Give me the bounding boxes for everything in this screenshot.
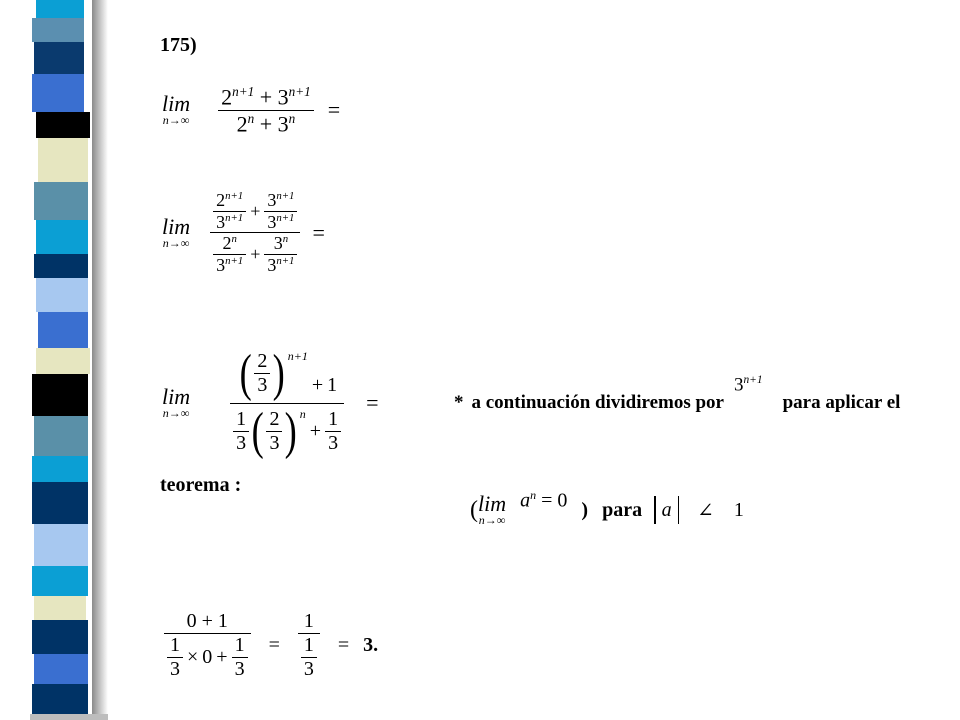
final-result: 3. — [363, 634, 379, 656]
equals-sign: = — [268, 634, 280, 656]
limit-operator: lim n→∞ — [162, 383, 191, 420]
abs-bar-left — [654, 496, 656, 524]
lim-subscript: n→∞ — [162, 113, 190, 128]
abs-a: a — [661, 498, 672, 521]
para-word: para — [602, 498, 643, 521]
stripe-bar — [32, 18, 84, 42]
note-power: $3^{n+1}$ — [733, 374, 763, 396]
stripe-bar — [32, 456, 88, 482]
stripe-bar — [32, 74, 84, 112]
stripe-bar — [32, 374, 88, 416]
note-text: a continuación dividiremos por — [471, 392, 724, 414]
final-step — [164, 610, 378, 681]
step3-fraction: ( $\frac{2}{3}$ ) $^{n+1}$ + 1 $\frac{1}{3}$ ( $\frac{2}{3}$ ) $^n$ + $\frac{1}{3}$ — [230, 350, 344, 455]
step-1 — [162, 84, 340, 136]
step1-denominator: $2^n + 3^n$ — [236, 110, 296, 136]
stripe-bar — [36, 112, 90, 138]
step1-fraction — [218, 84, 314, 136]
stripe-bars — [30, 0, 92, 720]
stripe-base — [30, 714, 108, 720]
stripe-bar — [34, 654, 88, 684]
step1-numerator: $2^{n+1} + 3^{n+1}$ — [221, 84, 311, 110]
problem-number: 175) — [160, 34, 197, 56]
note-star: * — [454, 392, 464, 414]
stripe-bar — [32, 482, 88, 524]
stripe-bar — [34, 182, 88, 220]
stripe-bar — [32, 620, 88, 654]
theorem-statement — [470, 487, 744, 527]
equals-sign: = — [366, 389, 379, 415]
stripe-bar — [34, 42, 84, 74]
stripe-bar — [34, 596, 86, 620]
stripe-bar — [38, 312, 88, 348]
theorem-power: $a^n = 0$ — [520, 487, 568, 512]
note-line — [454, 374, 901, 414]
theorem-one: 1 — [733, 498, 744, 521]
step2-compound-fraction: $\frac{2^{n+1}}{3^{n+1}}$ + $\frac{3^{n+1}}{3^{n+1}}$ $\frac{2^n}{3^{n+1}}$ + $\frac{3^n}{3^{n+1}}$ — [210, 190, 300, 276]
stripe-bar — [38, 138, 88, 182]
equals-sign: = — [312, 219, 325, 245]
step-3 — [162, 344, 379, 460]
limit-operator: lim n→∞ — [162, 213, 191, 250]
stripe-bar — [32, 566, 88, 596]
stripe-bar — [34, 254, 88, 278]
step-2 — [162, 190, 325, 276]
equals-sign: = — [327, 97, 341, 123]
open-paren: ( — [470, 496, 478, 523]
stripe-bar — [34, 416, 88, 456]
stripe-bar — [34, 524, 88, 566]
lim-word: lim — [162, 91, 191, 117]
less-than-symbol: ∠ — [697, 499, 714, 522]
stripe-shadow — [92, 0, 108, 720]
stripe-bar — [36, 0, 84, 18]
note-text-after: para aplicar el — [782, 392, 901, 414]
stripe-bar — [36, 220, 88, 254]
stripe-bar — [32, 684, 88, 714]
stripe-bar — [36, 278, 88, 312]
final-fraction: 0 + 1 $\frac{1}{3}$ × 0 + $\frac{1}{3}$ — [164, 610, 251, 681]
limit-operator — [162, 91, 191, 128]
abs-bar-right — [678, 496, 680, 524]
equals-sign: = — [337, 634, 350, 656]
close-paren: ) — [581, 498, 589, 521]
teorema-label: teorema : — [160, 474, 242, 496]
one-over-one-third: $\frac{1}{\frac{1}{3}}$ — [298, 610, 320, 681]
stripe-bar — [36, 348, 90, 374]
limit-operator: lim n→∞ — [478, 491, 507, 527]
